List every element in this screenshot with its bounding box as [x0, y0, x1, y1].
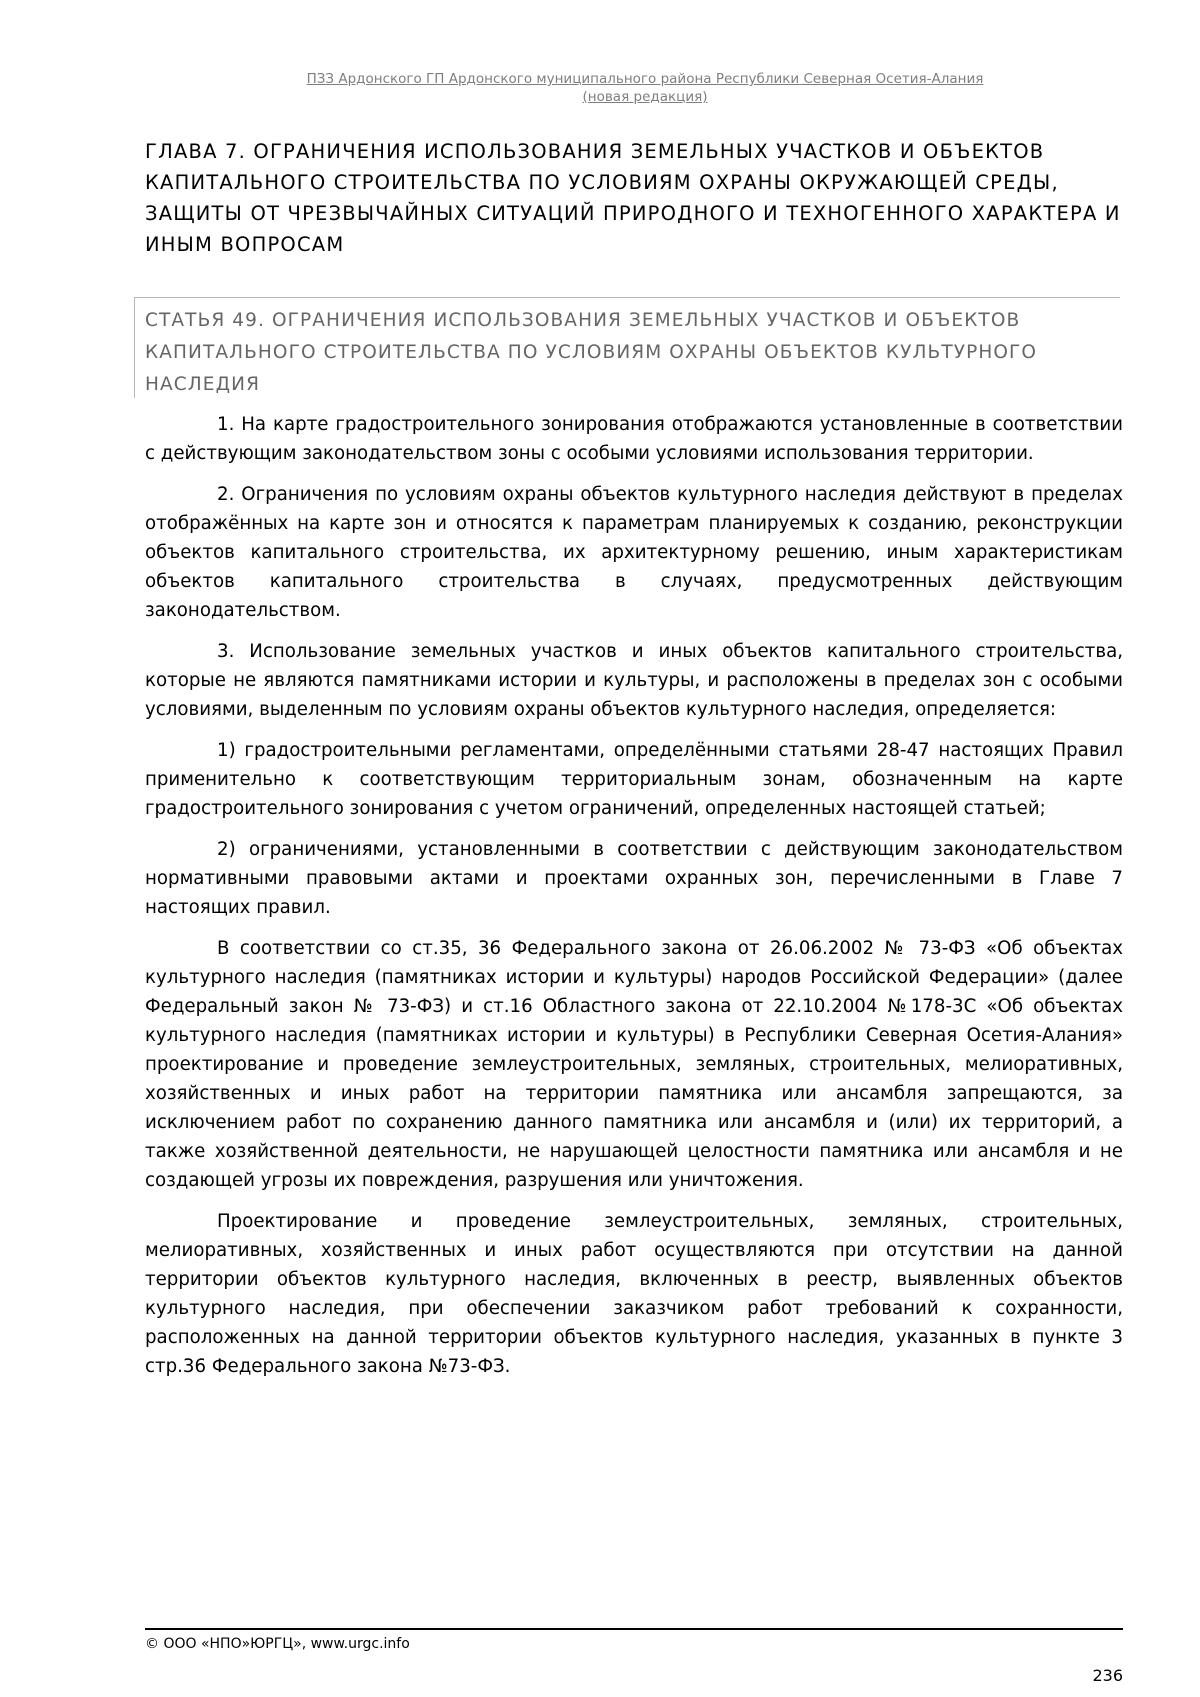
paragraph-3-item-2: 2) ограничениями, установленными в соответствии с действующим законодательством нормативными правовыми актами и проектами охранных зон, перечисленными в Главе 7 настоящих правил.: [145, 839, 1123, 918]
paragraph-1: 1. На карте градостроительного зонирования отображаются установленные в соответствии с действующим законодательством зоны с особыми условиями использования территории.: [145, 414, 1123, 464]
paragraph-2: 2. Ограничения по условиям охраны объектов культурного наследия действуют в пределах отображённых на карте зон и относятся к параметрам планируемых к созданию, реконструкции объектов капитального строительства, их архитектурному решению, иным характеристикам объектов капитального строительства в случаях, предусмотренных действующим законодательством.: [145, 484, 1123, 621]
header-line-1: ПЗЗ Ардонского ГП Ардонского муниципального района Республики Северная Осетия-Алания: [306, 71, 984, 87]
article-body: [145, 410, 1123, 1393]
footer-divider: [145, 1628, 1123, 1630]
paragraph-3-item-1: 1) градостроительными регламентами, определёнными статьями 28-47 настоящих Правил применительно к соответствующим территориальным зонам, обозначенным на карте градостроительного зонирования с учетом ограничений, определенных настоящей статьей;: [145, 740, 1123, 819]
paragraph-3: 3. Использование земельных участков и иных объектов капитального строительства, которые не являются памятниками истории и культуры, и расположены в пределах зон с особыми условиями, выделенным по условиям охраны объектов культурного наследия, определяется:: [145, 641, 1123, 720]
chapter-title: ГЛАВА 7. ОГРАНИЧЕНИЯ ИСПОЛЬЗОВАНИЯ ЗЕМЕЛЬНЫХ УЧАСТКОВ И ОБЪЕКТОВ КАПИТАЛЬНОГО СТРОИТЕЛЬСТВА ПО УСЛОВИЯМ ОХРАНЫ ОКРУЖАЮЩЕЙ СРЕДЫ, ЗАЩИТЫ ОТ ЧРЕЗВЫЧАЙНЫХ СИТУАЦИЙ ПРИРОДНОГО И ТЕХНОГЕННОГО ХАРАКТЕРА И ИНЫМ ВОПРОСАМ: [145, 140, 1121, 256]
page-number: 236: [1092, 1666, 1123, 1685]
paragraph-legal-reference: В соответствии со ст.35, 36 Федерального закона от 26.06.2002 № 73-ФЗ «Об объектах культурного наследия (памятниках истории и культуры) народов Российской Федерации» (далее Федеральный закон № 73-ФЗ) и ст.16 Областного закона от 22.10.2004 №178-3С «Об объектах культурного наследия (памятниках истории и культуры) в Республики Северная Осетия-Алания» проектирование и проведение землеустроительных, земляных, строительных, мелиоративных, хозяйственных и иных работ на территории памятника или ансамбля запрещаются, за исключением работ по сохранению данного памятника или ансамбля и (или) их территорий, а также хозяйственной деятельности, не нарушающей целостности памятника или ансамбля и не создающей угрозы их повреждения, разрушения или уничтожения.: [145, 938, 1123, 1191]
header-line-2: (новая редакция): [582, 89, 708, 105]
document-header: [145, 70, 1145, 106]
article-title: СТАТЬЯ 49. ОГРАНИЧЕНИЯ ИСПОЛЬЗОВАНИЯ ЗЕМЕЛЬНЫХ УЧАСТКОВ И ОБЪЕКТОВ КАПИТАЛЬНОГО СТРОИТЕЛЬСТВА ПО УСЛОВИЯМ ОХРАНЫ ОБЪЕКТОВ КУЛЬТУРНОГО НАСЛЕДИЯ: [145, 310, 1038, 395]
paragraph-design-works: Проектирование и проведение землеустроительных, земляных, строительных, мелиоративных, хозяйственных и иных работ осуществляются при отсутствии на данной территории объектов культурного наследия, включенных в реестр, выявленных объектов культурного наследия, при обеспечении заказчиком работ требований к сохранности, расположенных на данной территории объектов культурного наследия, указанных в пункте 3 стр.36 Федерального закона №73-ФЗ.: [145, 1211, 1123, 1377]
footer-copyright: © ООО «НПО»ЮРГЦ», www.urgc.info: [145, 1636, 410, 1652]
